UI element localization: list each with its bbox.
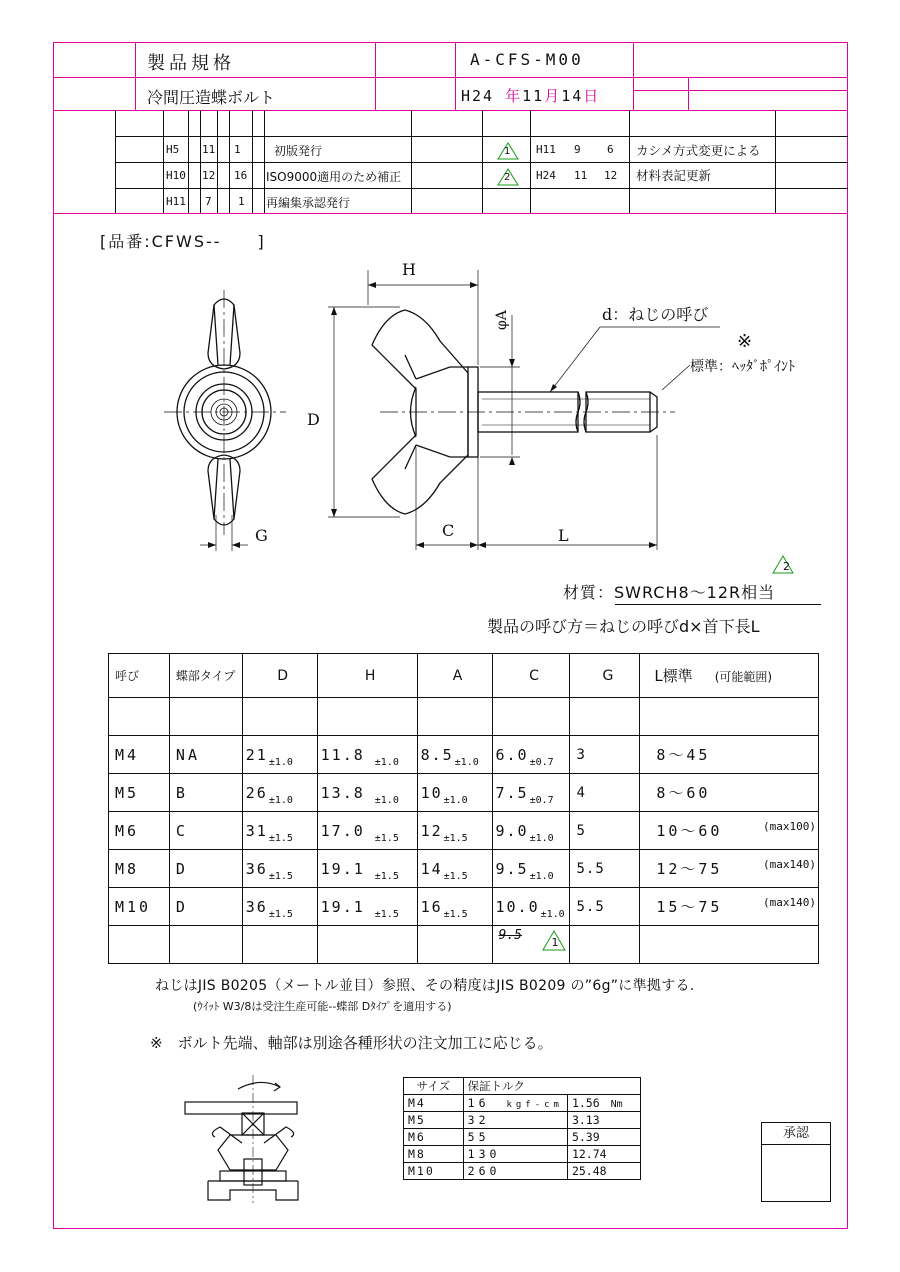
spec-cell [570,736,640,774]
torque-row [404,1146,641,1163]
spec-table [108,653,819,964]
h-value: 19.1 [320,859,365,878]
rev-right-day: 12 [604,169,618,182]
d-tolerance: ±1.5 [268,908,293,920]
d-tolerance: ±1.5 [268,832,293,844]
spec-cell [492,774,570,812]
rev-left-day: 16 [234,169,248,182]
d-tolerance: ±1.0 [268,794,293,806]
l-standard: 8～45 [656,746,711,764]
torque-size: M6 [404,1129,464,1146]
c-value: 6.0 [495,745,529,764]
spec-cell [242,812,317,850]
empty-cell [640,926,819,964]
torque-nm-cell [567,1129,640,1146]
torque-nm-cell [567,1112,640,1129]
h-value: 11.8 [320,745,365,764]
torque-table [403,1077,641,1180]
c-tolerance: ±0.7 [529,794,554,806]
d-tolerance: ±1.0 [268,756,293,768]
torque-size: M5 [404,1112,464,1129]
spec-cell [640,736,819,774]
spec-cell [169,812,242,850]
rev-right-day: 6 [607,143,614,156]
d-value: 36 [245,859,268,878]
type-value: C [175,821,188,840]
struck-value: 9.5 [498,928,522,943]
spec-cell [317,888,417,926]
rev-left-era: H10 [166,169,186,182]
g-value: 5.5 [576,860,605,877]
spec-row [109,812,819,850]
spec-cell [242,850,317,888]
unit-kgf: kgf-cm [506,1100,563,1110]
rev-right-era: H24 [536,169,556,182]
doc-code: A-CFS-M00 [470,50,584,69]
type-value: NA [175,745,200,764]
note-standard: 標準：ﾍｯﾀﾞﾎﾟｲﾝﾄ [690,359,795,375]
torque-nm-cell [567,1163,640,1180]
empty-cell [640,698,819,736]
rev-left-text: 再編集承認発行 [266,196,351,210]
torque-header-size: サイズ [404,1078,464,1095]
torque-row [404,1163,641,1180]
rev-left-month: 11 [202,143,216,156]
h-tolerance: ±1.0 [374,756,399,768]
l-standard: 15～75 [656,898,723,916]
material-spec: 材質：SWRCH8～12R相当 [563,583,776,602]
material-rev-mark: 2 [783,560,790,573]
type-value: D [175,859,188,878]
size-value: M8 [115,859,140,878]
torque-row [404,1112,641,1129]
a-value: 14 [420,859,443,878]
g-value: 5.5 [576,898,605,915]
torque-nm: 5.39 [571,1130,600,1144]
rev-left-text: 初版発行 [274,144,323,158]
c-value: 9.0 [495,821,529,840]
col-header: A [417,654,492,698]
spec-cell [417,850,492,888]
torque-kgf-cell [463,1163,567,1180]
size-value: M4 [115,745,140,764]
spec-cell [492,812,570,850]
l-range: (max140) [763,858,816,871]
torque-kgf: 260 [467,1164,501,1178]
spec-cell [640,850,819,888]
rev-right-era: H11 [536,143,556,156]
d-value: 26 [245,783,268,802]
type-value: B [175,783,188,802]
torque-nm: 12.74 [571,1147,607,1161]
designation: 製品の呼び方＝ねじの呼びd×首下長L [487,617,760,636]
torque-nm: 25.48 [571,1164,607,1178]
dim-label-a: φA [494,310,510,330]
g-value: 3 [576,746,586,763]
spec-cell [242,736,317,774]
spec-cell [570,812,640,850]
h-tolerance: ±1.5 [374,870,399,882]
dim-label-d: D [307,410,320,429]
spec-cell [109,774,170,812]
dim-label-thread: d：ねじの呼び [602,305,709,324]
col-header-l: L標準 (可能範囲) [640,654,819,698]
h-value: 13.8 [320,783,365,802]
spec-cell [317,774,417,812]
torque-row [404,1095,641,1112]
g-value: 4 [576,784,586,801]
material-underline [615,604,821,605]
empty-cell [242,698,317,736]
torque-nm: 3.13 [571,1113,600,1127]
type-value: D [175,897,188,916]
a-value: 16 [420,897,443,916]
spec-cell [640,774,819,812]
torque-kgf-cell [463,1146,567,1163]
l-standard: 12～75 [656,860,723,878]
spec-cell [417,888,492,926]
col-header: 呼び [109,654,170,698]
d-value: 31 [245,821,268,840]
col-header: D [242,654,317,698]
spec-cell [242,774,317,812]
empty-cell [417,698,492,736]
spec-cell [317,812,417,850]
spec-row [109,888,819,926]
spec-cell [640,888,819,926]
a-tolerance: ±1.5 [443,832,468,844]
c-value: 10.0 [495,897,540,916]
empty-cell [417,926,492,964]
spec-cell [417,812,492,850]
spec-cell [492,736,570,774]
empty-cell [109,926,170,964]
col-header: H [317,654,417,698]
h-value: 19.1 [320,897,365,916]
spec-cell [492,888,570,926]
c-tolerance: ±0.7 [529,756,554,768]
rev-left-era: H11 [166,195,186,208]
size-value: M6 [115,821,140,840]
note-mark: ※ [737,331,753,352]
approval-label: 承認 [762,1123,830,1145]
spec-cell [492,850,570,888]
a-tolerance: ±1.0 [443,794,468,806]
doc-subtitle: 冷間圧造蝶ボルト [147,88,276,107]
a-tolerance: ±1.5 [443,870,468,882]
c-value: 9.5 [495,859,529,878]
c-value: 7.5 [495,783,529,802]
g-value: 5 [576,822,586,839]
empty-cell [169,926,242,964]
torque-kgf: 55 [467,1130,490,1144]
spec-cell [317,736,417,774]
rev-left-day: 1 [234,143,241,156]
empty-cell [570,698,640,736]
torque-nm-cell [567,1095,640,1112]
spec-cell [169,774,242,812]
l-range: (max100) [763,820,816,833]
note-thread: ねじはJIS B0205（メートル並目）参照、その精度はJIS B0209 の”6g”に準拠する. [155,978,695,994]
spec-cell [109,736,170,774]
c-tolerance: ±1.0 [529,832,554,844]
d-value: 21 [245,745,268,764]
torque-kgf: 130 [467,1147,501,1161]
l-standard: 10～60 [656,822,723,840]
a-value: 12 [420,821,443,840]
wing-bolt-drawing [150,255,850,565]
spec-cell [242,888,317,926]
doc-date: H24 年11月14日 [461,87,601,105]
dim-label-l: L [558,526,569,545]
h-tolerance: ±1.0 [374,794,399,806]
rev-left-era: H5 [166,143,180,156]
rev-right-text: 材料表記更新 [636,168,712,183]
torque-kgf-cell [463,1129,567,1146]
torque-kgf-cell [463,1095,567,1112]
spec-cell [169,850,242,888]
empty-cell [109,698,170,736]
c-tolerance: ±1.0 [529,870,554,882]
empty-cell [492,698,570,736]
h-value: 17.0 [320,821,365,840]
spec-cell [169,736,242,774]
torque-kgf: 16 [467,1096,490,1110]
spec-cell [570,850,640,888]
empty-cell [317,698,417,736]
spec-cell [169,888,242,926]
torque-size: M8 [404,1146,464,1163]
size-value: M5 [115,783,140,802]
part-number: [品番:CFWS-- ] [100,232,266,251]
torque-kgf: 32 [467,1113,490,1127]
l-standard: 8～60 [656,784,711,802]
spec-row [109,850,819,888]
note-whitworth: (ｳｲｯﾄ W3/8は受注生産可能--蝶部 Dﾀｲﾌﾟを適用する) [193,1000,452,1013]
h-tolerance: ±1.5 [374,832,399,844]
spec-cell [640,812,819,850]
rev-left-text: ISO9000適用のため補正 [266,170,402,184]
rev-right-text: カシメ方式変更による [636,143,761,158]
col-header: 蝶部タイプ [169,654,242,698]
revision-note-cell [492,926,570,964]
spec-row [109,736,819,774]
col-header: C [492,654,570,698]
d-tolerance: ±1.5 [268,870,293,882]
a-tolerance: ±1.0 [454,756,479,768]
torque-header-value: 保証トルク [463,1078,640,1095]
spec-cell [109,850,170,888]
rev-left-month: 7 [205,195,212,208]
torque-nm: 1.56 [571,1096,600,1110]
torque-kgf-cell [463,1112,567,1129]
rev-right-month: 11 [574,169,588,182]
torque-size: M10 [404,1163,464,1180]
size-value: M10 [115,897,152,916]
spec-cell [109,888,170,926]
empty-cell [169,698,242,736]
unit-nm: Nm [610,1099,623,1110]
a-value: 8.5 [420,745,454,764]
rev-mark: 2 [504,172,511,183]
spec-cell [417,736,492,774]
rev-mark: 1 [504,146,511,157]
spec-cell [109,812,170,850]
spec-cell [570,774,640,812]
spec-cell [317,850,417,888]
torque-size: M4 [404,1095,464,1112]
h-tolerance: ±1.5 [374,908,399,920]
dim-label-h: H [402,260,416,279]
a-value: 10 [420,783,443,802]
spec-row [109,774,819,812]
dim-label-c: C [442,521,455,540]
rev-left-day: 1 [238,195,245,208]
empty-cell [242,926,317,964]
note-custom: ※ ボルト先端、軸部は別途各種形状の注文加工に応じる。 [150,1034,553,1052]
a-tolerance: ±1.5 [443,908,468,920]
col-header: G [570,654,640,698]
d-value: 36 [245,897,268,916]
l-range: (max140) [763,896,816,909]
empty-cell [317,926,417,964]
spec-cell [570,888,640,926]
spec-cell [417,774,492,812]
dim-label-g: G [255,526,268,545]
rev-triangle-label: 1 [551,936,559,949]
empty-cell [570,926,640,964]
c-tolerance: ±1.0 [540,908,565,920]
rev-right-month: 9 [574,143,581,156]
approval-box [761,1122,831,1202]
torque-row [404,1129,641,1146]
torque-nm-cell [567,1146,640,1163]
torque-fixture-sketch [180,1075,325,1205]
rev-left-month: 12 [202,169,216,182]
doc-title: 製品規格 [147,53,235,74]
